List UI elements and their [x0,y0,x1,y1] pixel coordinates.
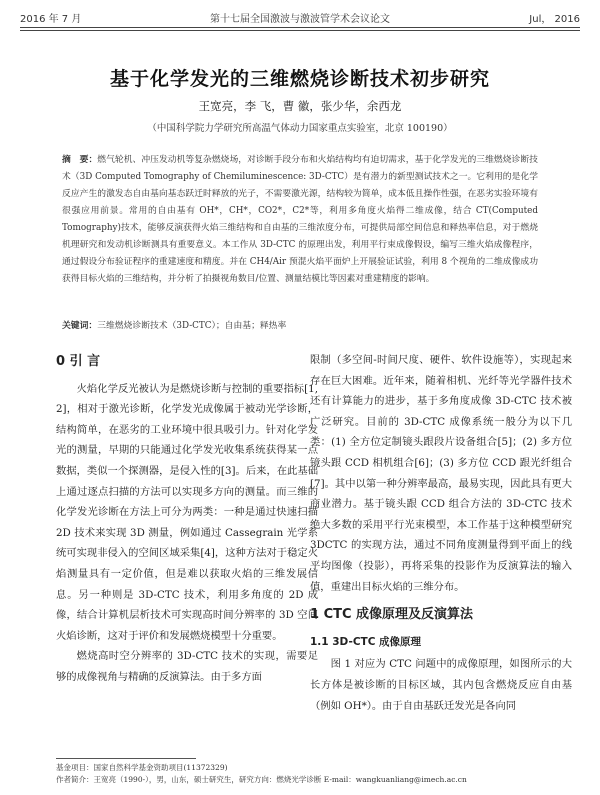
section-heading-intro: 0 引 言 [56,354,101,369]
intro-paragraph: 燃烧高时空分辨率的 3D-CTC 技术的实现，需要足够的成像视角与精确的反演算法。由于多方面 [56,650,318,683]
footnote-rule [56,758,196,759]
intro-paragraph-continued: 限制（多空间-时间尺度、硬件、软件设施等），实现起来存在巨大困难。近年来，随着相机、光纤等光学器件技术还有计算能力的进步，基于多角度成像 3D-CTC 技术被广泛研究。目前的 3D-CTC 成像系统一般分为以下几类：(1) 全方位定制镜头跟段片设备组合[5]；(2) 多方位镜头跟 CCD 相机组合[6]；(3) 多方位 CCD 跟光纤组合[7]。其中以第一种分辨率最高，最易实现，因此具有更大商业潜力。基于镜头跟 CCD 组合方法的 3D-CTC 技术绝大多数的采用平行光束模型，本工作基于这种模型研究 3DCTC 的实现方法，通过不同角度测量得到平面上的线平均图像（投影），再将采集的投影作为反演算法的输入值，重建出目标火焰的三维分布。 [310,354,572,593]
header-date-en: Jul， 2016 [529,14,580,25]
subsection-heading: 1.1 3D-CTC 成像原理 [310,635,422,648]
paper-title: 基于化学发光的三维燃烧诊断技术初步研究 [109,68,490,90]
principle-paragraph: 图 1 对应为 CTC 问题中的成像原理，如图所示的大长方体是被诊断的目标区域，其内包含燃烧反应自由基（例如 OH*）。由于自由基跃迁发光是各向同 [310,658,572,712]
funding-note: 基金项目：国家自然科学基金资助项目(11372329) [56,763,228,772]
header-date: 2016 年 7 月 [20,14,82,25]
abstract-label: 摘 要： [62,155,98,165]
author-note: 作者简介：王宽亮（1990-），男，山东，硕士研究生，研究方向：燃烧光学诊断 E-mail：wangkuanliang@imech.ac.cn [56,775,467,784]
intro-paragraph: 火焰化学反光被认为是燃烧诊断与控制的重要指标[1, 2]，相对于激光诊断，化学发光成像属于被动光学诊断，结构简单，在恶劣的工业环境中很具吸引力。针对化学发光的测量，早期的只能通过化学发光收集系统获得某一点数据，类似一个探测器，是侵入性的[3]。后来，在此基础上通过逐点扫描的方法可以实现多方向的测量。而三维的化学发光诊断在方法上可分为两类：一种是通过快速扫描 2D 技术来实现 3D 测量，例如通过 Cassegrain 光学系统可实现非侵入的空间区域采集[4]，这种方法对于稳定火焰测量具有一定价值，但是难以获取火焰的三维发展信息。另一种则是 3D-CTC 技术，利用多角度的 2D 成像，结合计算机层析技术可实现高时间分辨率的 3D 空间火焰诊断，这对于评价和发展燃烧模型十分重要。 [56,382,318,642]
authors: 王宽亮，李 飞，曹 徽，张少华，余西龙 [198,99,402,113]
header-rule [20,27,580,28]
header-rule-thin [20,30,580,31]
header-conference: 第十七届全国激波与激波管学术会议论文 [210,14,390,25]
section-heading-principle: 1 CTC 成像原理及反演算法 [310,607,474,623]
left-column [56,350,318,688]
running-header [20,10,580,24]
keywords-text: 三维燃烧诊断技术（3D-CTC）；自由基；释热率 [97,321,287,331]
abstract [62,152,538,288]
affiliation: （中国科学院力学研究所高温气体动力国家重点实验室，北京 100190） [147,123,453,134]
keywords-label: 关键词： [62,321,98,331]
right-column [310,350,572,716]
footnote [56,762,544,786]
keywords [62,318,538,331]
abstract-text: 燃气轮机、冲压发动机等复杂燃烧场，对诊断手段分布和火焰结构均有迫切需求，基于化学发光的三维燃烧诊断技术（3D Computed Tomography of Chemiluminescence: 3D-CTC）是有潜力的新型测试技术之一。它利用的是化学反应产生的激发态自由基向基态跃迁时释放的光子，不需要激光源，结构较为简单，成本低且操作性强，在恶劣实验环境有很强应用前景。常用的自由基有 OH*，CH*，CO2*，C2*等，利用多角度火焰得二维成像，结合 CT(Computed Tomography)技术，能够反演获得火焰三维结构和自由基的三维浓度分布，可提供局部空间信息和释热率信息，对于燃烧机理研究和发动机诊断测具有重要意义。本工作从 3D-CTC 的原理出发，利用平行束成像假设，编写三维火焰成像程序，通过假设分布验证程序的重建速度和精度。并在 CH4/Air 预混火焰平面炉上开展验证试验，利用 8 个视角的二维成像成功获得目标火焰的三维结构，并分析了拍摄视角数目/位置、测量结模比等因素对重建精度的影响。 [62,155,538,284]
